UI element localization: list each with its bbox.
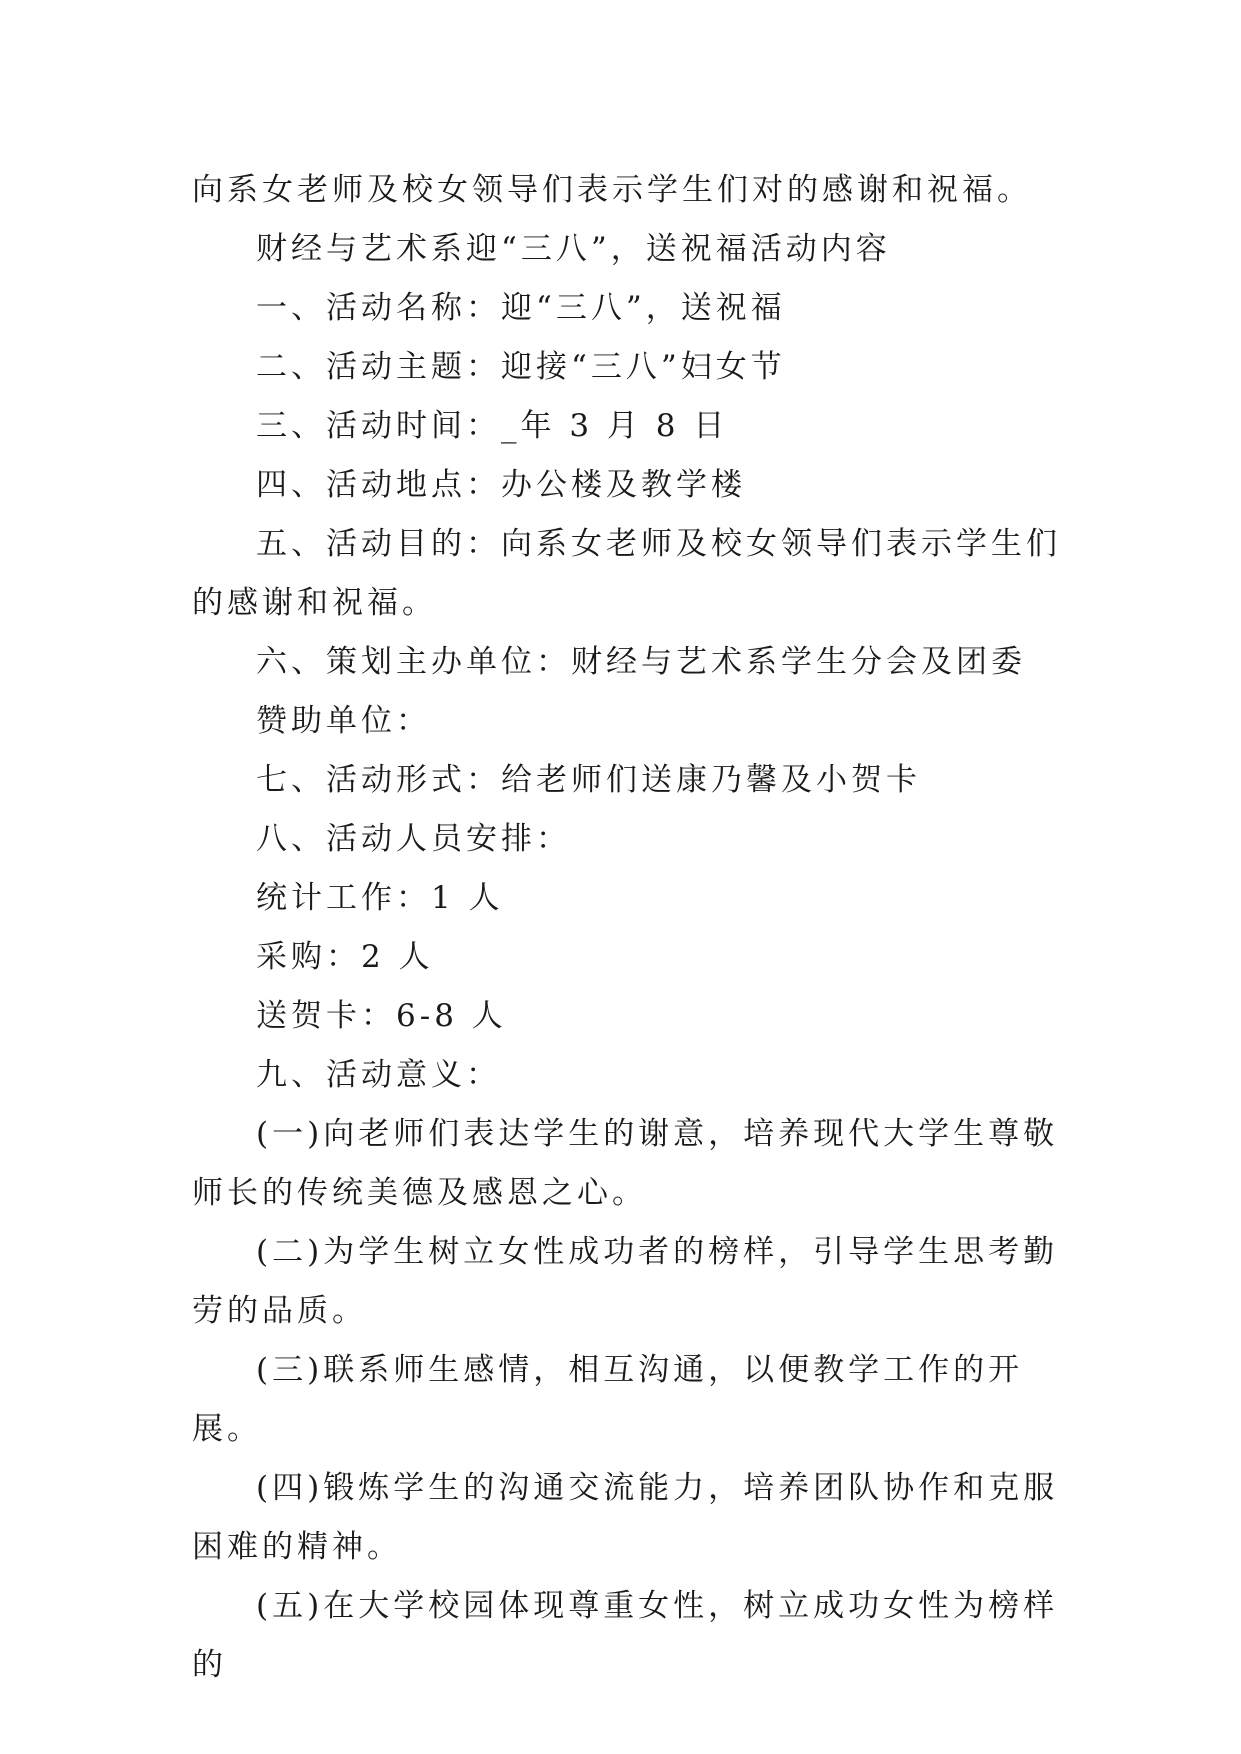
paragraph-staff-cards: 送贺卡：6-8 人	[256, 998, 507, 1034]
paragraph-significance-5: (五)在大学校园体现尊重女性，树立成功女性为榜样的	[192, 1588, 1059, 1683]
paragraph-activity-name: 一、活动名称：迎“三八”，送祝福	[256, 290, 786, 326]
paragraph-significance-4: (四)锻炼学生的沟通交流能力，培养团队协作和克服困难的精神。	[192, 1470, 1059, 1565]
paragraph-significance-1: (一)向老师们表达学生的谢意，培养现代大学生尊敬师长的传统美德及感恩之心。	[192, 1116, 1059, 1211]
paragraph-staffing: 八、活动人员安排：	[256, 821, 571, 857]
paragraph-staff-statistics: 统计工作：1 人	[256, 880, 504, 916]
paragraph-activity-theme: 二、活动主题：迎接“三八”妇女节	[256, 349, 786, 385]
paragraph-activity-purpose: 五、活动目的：向系女老师及校女领导们表示学生们的感谢和祝福。	[192, 526, 1061, 621]
paragraph-significance-3: (三)联系师生感情，相互沟通，以便教学工作的开展。	[192, 1352, 1024, 1447]
paragraph-significance-2: (二)为学生树立女性成功者的榜样，引导学生思考勤劳的品质。	[192, 1234, 1059, 1329]
paragraph-activity-time: 三、活动时间：_年 3 月 8 日	[256, 408, 729, 444]
paragraph-activity-location: 四、活动地点：办公楼及教学楼	[256, 467, 746, 503]
paragraph-organizer: 六、策划主办单位：财经与艺术系学生分会及团委	[256, 644, 1026, 680]
paragraph-staff-purchasing: 采购：2 人	[256, 939, 434, 975]
paragraph-sponsor: 赞助单位：	[256, 703, 431, 739]
paragraph-significance: 九、活动意义：	[256, 1057, 501, 1093]
paragraph-intro: 向系女老师及校女领导们表示学生们对的感谢和祝福。	[192, 172, 1032, 208]
document-body	[192, 161, 1072, 1695]
paragraph-activity-form: 七、活动形式：给老师们送康乃馨及小贺卡	[256, 762, 921, 798]
paragraph-heading: 财经与艺术系迎“三八”，送祝福活动内容	[256, 231, 891, 267]
